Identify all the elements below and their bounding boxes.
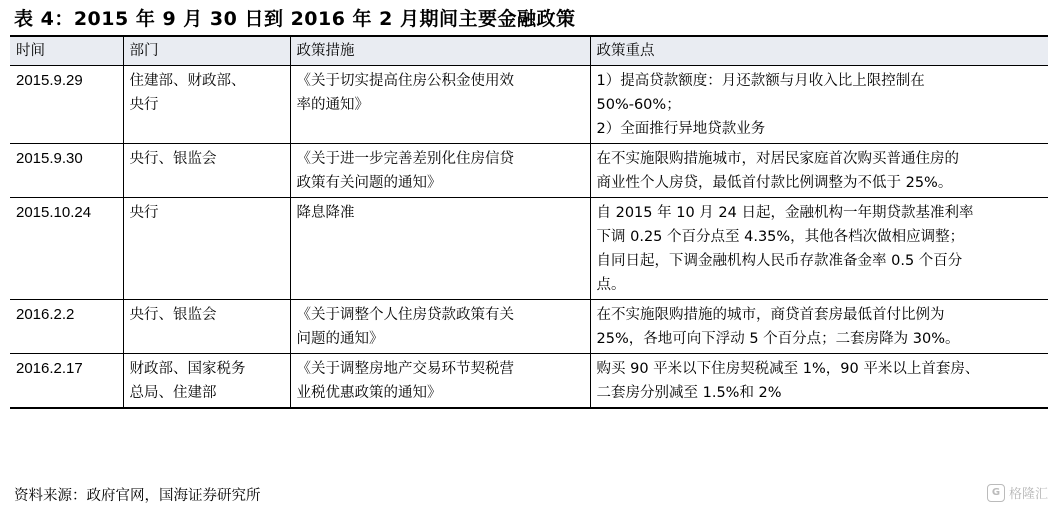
cell-focus-line: 25%，各地可向下浮动 5 个百分点；二套房降为 30%。 bbox=[596, 331, 960, 347]
cell-department-line: 住建部、财政部、 bbox=[129, 73, 246, 89]
cell-focus-line: 自 2015 年 10 月 24 日起，金融机构一年期贷款基准利率 bbox=[596, 205, 974, 221]
cell-department bbox=[123, 66, 290, 144]
header-date: 时间 bbox=[10, 36, 123, 66]
table-row bbox=[10, 300, 1048, 354]
cell-department bbox=[123, 354, 290, 409]
cell-department-line: 央行、银监会 bbox=[129, 307, 217, 323]
header-row bbox=[10, 36, 1048, 66]
cell-focus-line: 在不实施限购措施城市，对居民家庭首次购买普通住房的 bbox=[596, 151, 959, 167]
cell-policy-line: 业税优惠政策的通知》 bbox=[296, 385, 442, 401]
cell-focus bbox=[590, 354, 1048, 409]
table-row bbox=[10, 66, 1048, 144]
cell-department-line: 总局、住建部 bbox=[129, 385, 217, 401]
cell-focus bbox=[590, 144, 1048, 198]
cell-policy-line: 问题的通知》 bbox=[296, 331, 384, 347]
cell-focus bbox=[590, 66, 1048, 144]
cell-department-line: 央行 bbox=[129, 97, 159, 113]
cell-focus-line: 2）全面推行异地贷款业务 bbox=[596, 121, 766, 137]
cell-date: 2015.10.24 bbox=[10, 198, 123, 300]
cell-focus-line: 1）提高贷款额度：月还款额与月收入比上限控制在 bbox=[596, 73, 925, 89]
cell-date: 2016.2.17 bbox=[10, 354, 123, 409]
cell-focus-line: 点。 bbox=[596, 277, 626, 293]
cell-focus-line: 商业性个人房贷，最低首付款比例调整为不低于 25%。 bbox=[596, 175, 953, 191]
cell-focus-line: 二套房分别减至 1.5%和 2% bbox=[596, 385, 782, 401]
cell-policy bbox=[290, 144, 590, 198]
cell-focus-line: 购买 90 平米以下住房契税减至 1%，90 平米以上首套房、 bbox=[596, 361, 980, 377]
cell-policy-line: 政策有关问题的通知》 bbox=[296, 175, 442, 191]
cell-policy bbox=[290, 66, 590, 144]
source-note: 资料来源：政府官网，国海证券研究所 bbox=[14, 488, 261, 504]
table-header bbox=[10, 36, 1048, 66]
cell-focus bbox=[590, 198, 1048, 300]
cell-policy-line: 《关于调整个人住房贷款政策有关 bbox=[296, 307, 514, 323]
cell-date: 2015.9.29 bbox=[10, 66, 123, 144]
cell-department bbox=[123, 198, 290, 300]
cell-date: 2015.9.30 bbox=[10, 144, 123, 198]
cell-policy-line: 《关于进一步完善差别化住房信贷 bbox=[296, 151, 514, 167]
cell-department-line: 央行 bbox=[129, 205, 159, 221]
header-policy: 政策措施 bbox=[290, 36, 590, 66]
table-row bbox=[10, 354, 1048, 409]
table-row bbox=[10, 144, 1048, 198]
cell-department-line: 央行、银监会 bbox=[129, 151, 217, 167]
cell-focus bbox=[590, 300, 1048, 354]
policy-table bbox=[10, 35, 1048, 409]
cell-policy-line: 率的通知》 bbox=[296, 97, 369, 113]
cell-policy-line: 降息降准 bbox=[296, 205, 355, 221]
cell-policy-line: 《关于调整房地产交易环节契税营 bbox=[296, 361, 514, 377]
cell-department bbox=[123, 144, 290, 198]
cell-department bbox=[123, 300, 290, 354]
cell-focus-line: 下调 0.25 个百分点至 4.35%，其他各档次做相应调整； bbox=[596, 229, 965, 245]
cell-policy bbox=[290, 300, 590, 354]
header-department: 部门 bbox=[123, 36, 290, 66]
watermark bbox=[987, 483, 1048, 502]
cell-policy bbox=[290, 198, 590, 300]
table-row bbox=[10, 198, 1048, 300]
table-title: 表 4：2015 年 9 月 30 日到 2016 年 2 月期间主要金融政策 bbox=[14, 8, 576, 30]
cell-policy bbox=[290, 354, 590, 409]
cell-date: 2016.2.2 bbox=[10, 300, 123, 354]
table-body bbox=[10, 66, 1048, 409]
cell-policy-line: 《关于切实提高住房公积金使用效 bbox=[296, 73, 514, 89]
gelonghui-logo-icon: G bbox=[987, 484, 1005, 502]
header-focus: 政策重点 bbox=[590, 36, 1048, 66]
cell-focus-line: 50%-60%； bbox=[596, 97, 681, 113]
cell-department-line: 财政部、国家税务 bbox=[129, 361, 246, 377]
cell-focus-line: 自同日起，下调金融机构人民币存款准备金率 0.5 个百分 bbox=[596, 253, 963, 269]
watermark-text: 格隆汇 bbox=[1008, 487, 1048, 502]
cell-focus-line: 在不实施限购措施的城市，商贷首套房最低首付比例为 bbox=[596, 307, 945, 323]
